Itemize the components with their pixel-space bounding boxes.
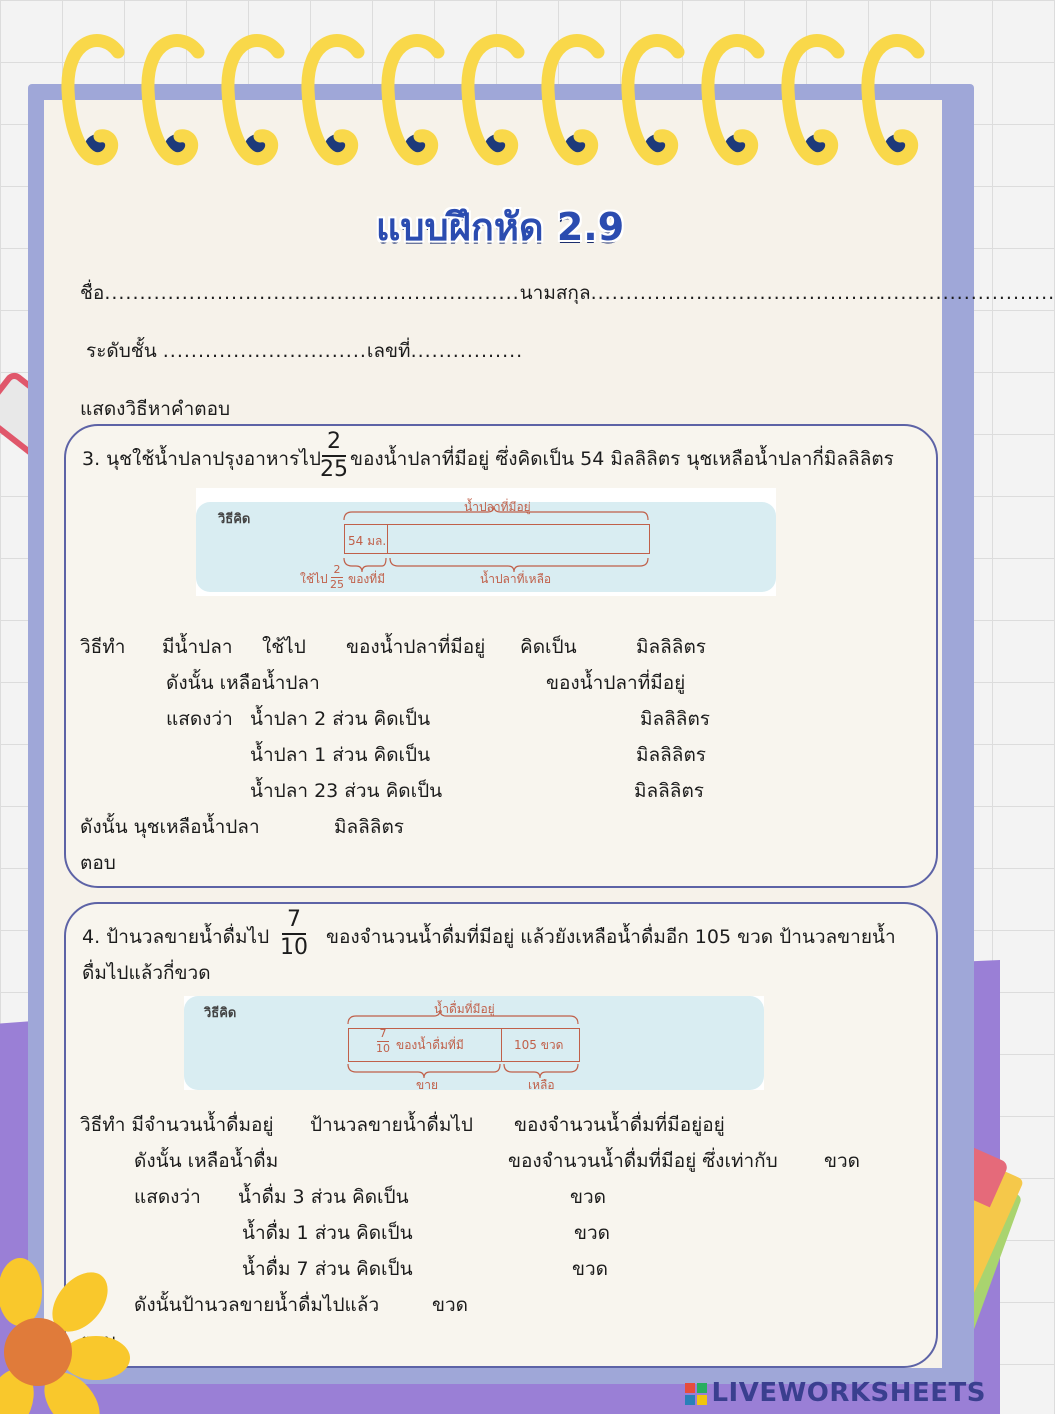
q3-diagram-top-label: น้ำปลาที่มีอยู่ bbox=[464, 500, 531, 514]
name-field-row bbox=[80, 278, 1055, 308]
q3-frac-num: 2 bbox=[327, 429, 341, 454]
page-title: แบบฝึกหัด 2.9 bbox=[375, 205, 625, 249]
q4-sold-label: ขาย bbox=[416, 1078, 438, 1092]
q3-l1-b: มีน้ำปลา bbox=[162, 636, 233, 658]
q4-l2-c: ขวด bbox=[824, 1150, 860, 1172]
q4-l1-b: ป้านวลขายน้ำดื่มไป bbox=[310, 1114, 473, 1136]
q4-box-a-label: ของน้ำดื่มที่มี bbox=[396, 1038, 464, 1052]
q3-whole-bar bbox=[344, 524, 650, 554]
q4-l3-b: น้ำดื่ม 3 ส่วน คิดเป็น bbox=[238, 1186, 409, 1208]
class-field-row bbox=[86, 336, 523, 366]
q4-l5-c: ขวด bbox=[572, 1258, 608, 1280]
q4-l1-c: ของจำนวนน้ำดื่มที่มีอยู่อยู่ bbox=[514, 1114, 725, 1136]
q3-l1-a: วิธีทำ bbox=[80, 636, 126, 658]
q3-l1-f: มิลลิลิตร bbox=[636, 636, 706, 658]
q3-text-a: 3. นุชใช้น้ำปลาปรุงอาหารไป bbox=[82, 448, 321, 470]
q3-used-label-b: ของที่มี bbox=[348, 572, 386, 586]
q3-used-den: 25 bbox=[330, 578, 344, 591]
instruction-text: แสดงวิธีหาคำตอบ bbox=[80, 398, 231, 420]
number-input-line[interactable]: ................ bbox=[410, 340, 524, 362]
q4-fraction bbox=[280, 908, 308, 960]
q4-diagram bbox=[184, 996, 764, 1090]
q4-diagram-frac-num: 7 bbox=[379, 1027, 387, 1040]
name-input-line[interactable]: ........................................................... bbox=[104, 282, 520, 304]
q4-frac-den: 10 bbox=[280, 935, 308, 960]
q3-l5-c: มิลลิลิตร bbox=[634, 780, 704, 802]
q3-l1-d: ของน้ำปลาที่มีอยู่ bbox=[346, 636, 486, 658]
q3-l2-a: ดังนั้น เหลือน้ำปลา bbox=[166, 672, 320, 694]
q3-diagram bbox=[196, 488, 776, 596]
spiral-rings bbox=[52, 30, 932, 170]
q4-diagram-frac-den: 10 bbox=[376, 1042, 390, 1055]
q4-text-b: ของจำนวนน้ำดื่มที่มีอยู่ แล้วยังเหลือน้ำดื่มอีก 105 ขวด ป้านวลขายน้ำ bbox=[326, 926, 896, 948]
q4-l4-b: น้ำดื่ม 1 ส่วน คิดเป็น bbox=[242, 1222, 413, 1244]
q4-remain-label: เหลือ bbox=[528, 1078, 555, 1092]
liveworksheets-logo bbox=[685, 1378, 986, 1408]
number-label: เลขที่ bbox=[366, 340, 411, 362]
q3-l6-a: ดังนั้น นุชเหลือน้ำปลา bbox=[80, 816, 260, 838]
q4-l3-c: ขวด bbox=[570, 1186, 606, 1208]
q3-fraction bbox=[320, 430, 348, 482]
brand-text: LIVEWORKSHEETS bbox=[711, 1378, 986, 1408]
q4-l1-a: วิธีทำ มีจำนวนน้ำดื่มอยู่ bbox=[80, 1114, 274, 1136]
surname-label: นามสกุล bbox=[519, 282, 591, 304]
class-label: ระดับชั้น bbox=[86, 340, 157, 362]
q4-l6-b: ขวด bbox=[432, 1294, 468, 1316]
q3-used-num: 2 bbox=[333, 563, 341, 576]
q3-l1-c: ใช้ไป bbox=[262, 636, 306, 658]
q3-l3-a: แสดงว่า bbox=[166, 708, 233, 730]
class-input-line[interactable]: ............................. bbox=[162, 340, 367, 362]
liveworksheets-logo-icon bbox=[685, 1383, 707, 1405]
q3-l6-b: มิลลิลิตร bbox=[334, 816, 404, 838]
q4-box-b-label: 105 ขวด bbox=[514, 1038, 564, 1052]
q4-l2-a: ดังนั้น เหลือน้ำดื่ม bbox=[134, 1150, 279, 1172]
q3-l5-b: น้ำปลา 23 ส่วน คิดเป็น bbox=[250, 780, 443, 802]
q3-frac-den: 25 bbox=[320, 457, 348, 482]
q3-remain-label: น้ำปลาที่เหลือ bbox=[480, 572, 552, 586]
q3-diagram-head: วิธีคิด bbox=[218, 512, 251, 527]
q3-l4-c: มิลลิลิตร bbox=[636, 744, 706, 766]
q3-answer-label: ตอบ bbox=[80, 852, 116, 874]
name-label: ชื่อ bbox=[80, 282, 105, 304]
q3-text-b: ของน้ำปลาที่มีอยู่ ซึ่งคิดเป็น 54 มิลลิลิตร นุชเหลือน้ำปลากี่มิลลิลิตร bbox=[350, 448, 894, 470]
q4-diagram-top-label: น้ำดื่มที่มีอยู่ bbox=[434, 1002, 495, 1016]
surname-input-line[interactable]: .................................................................. bbox=[590, 282, 1055, 304]
q3-box-label: 54 มล. bbox=[348, 534, 387, 548]
q4-l6-a: ดังนั้นป้านวลขายน้ำดื่มไปแล้ว bbox=[134, 1294, 380, 1316]
q3-l1-e: คิดเป็น bbox=[520, 636, 577, 658]
q4-l3-a: แสดงว่า bbox=[134, 1186, 201, 1208]
q4-frac-num: 7 bbox=[287, 907, 301, 932]
sunflower-decoration bbox=[0, 1262, 120, 1414]
q3-l3-b: น้ำปลา 2 ส่วน คิดเป็น bbox=[250, 708, 431, 730]
q3-l3-c: มิลลิลิตร bbox=[640, 708, 710, 730]
q3-l2-b: ของน้ำปลาที่มีอยู่ bbox=[546, 672, 686, 694]
q4-diagram-head: วิธีคิด bbox=[204, 1006, 237, 1021]
q4-l5-b: น้ำดื่ม 7 ส่วน คิดเป็น bbox=[242, 1258, 413, 1280]
q4-l2-b: ของจำนวนน้ำดื่มที่มีอยู่ ซึ่งเท่ากับ bbox=[508, 1150, 778, 1172]
q4-text-c: ดื่มไปแล้วกี่ขวด bbox=[82, 962, 211, 984]
q4-diagram-fraction bbox=[376, 1028, 390, 1055]
q3-l4-b: น้ำปลา 1 ส่วน คิดเป็น bbox=[250, 744, 431, 766]
q4-text-a: 4. ป้านวลขายน้ำดื่มไป bbox=[82, 926, 270, 948]
q4-l4-c: ขวด bbox=[574, 1222, 610, 1244]
q3-used-label-a: ใช้ไป bbox=[300, 572, 328, 586]
q3-used-fraction bbox=[330, 564, 344, 591]
